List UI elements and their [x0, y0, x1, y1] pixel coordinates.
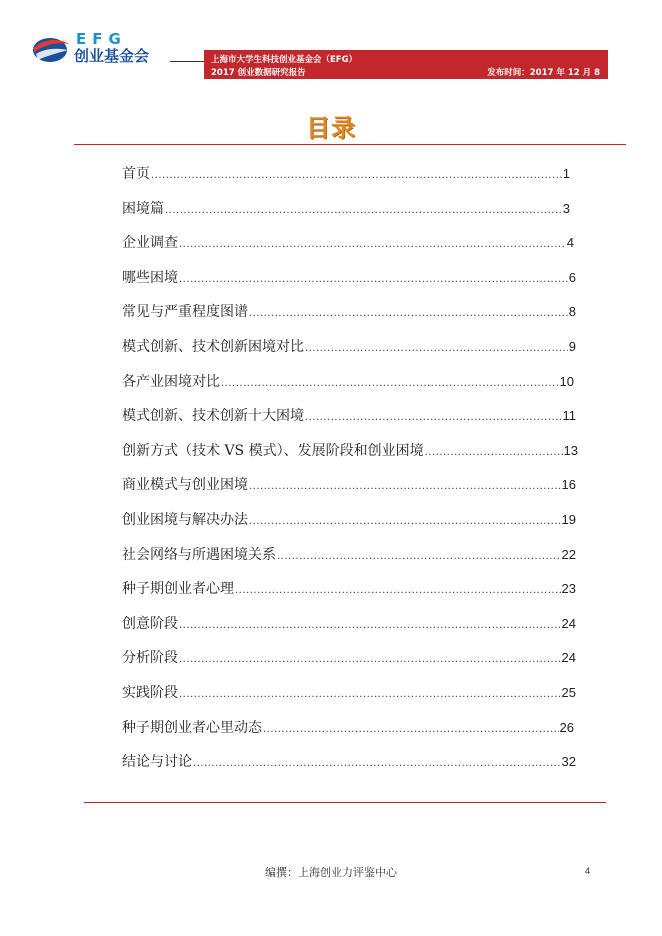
toc-dot-leader [179, 233, 566, 257]
toc-entry-page: 11 [562, 408, 576, 424]
toc-entry[interactable] [122, 612, 576, 636]
toc-dot-leader [193, 752, 561, 776]
toc-entry[interactable] [122, 750, 576, 774]
report-name: 2017 创业数据研究报告 [211, 68, 306, 78]
toc-dot-leader [425, 441, 563, 465]
toc-entry-label: 创业困境与解决办法 [122, 512, 248, 528]
toc-entry[interactable] [122, 716, 574, 740]
toc-entry-page: 9 [568, 339, 576, 354]
toc-entry[interactable] [122, 231, 574, 255]
toc-entry-label: 哪些困境 [122, 269, 178, 286]
footer-rule [84, 802, 606, 803]
toc-entry-label: 种子期创业者心理 [122, 581, 234, 598]
toc-entry-label: 常见与严重程度图谱 [122, 304, 248, 321]
toc-entry[interactable] [122, 197, 570, 221]
toc-entry[interactable] [122, 473, 576, 497]
toc-entry-label: 商业模式与创业困境 [122, 477, 248, 494]
toc-entry-label: 分析阶段 [122, 650, 178, 667]
toc-dot-leader [235, 579, 561, 603]
toc-entry[interactable] [122, 646, 576, 670]
toc-entry-page: 10 [559, 373, 574, 389]
toc-entry-page: 4 [566, 235, 574, 251]
toc-dot-leader [165, 199, 562, 223]
logo-text: EFG [76, 30, 127, 48]
toc-entry-label: 种子期创业者心里动态 [122, 719, 262, 736]
publish-date: 发布时间：2017 年 12 月 8 [487, 68, 600, 78]
toc-entry[interactable] [122, 577, 576, 601]
toc-entry-label: 实践阶段 [122, 685, 178, 701]
toc-entry-label: 模式创新、技术创新困境对比 [122, 339, 304, 355]
toc-entry-page: 23 [561, 581, 576, 597]
efg-logo [32, 32, 157, 66]
toc-entry-page: 22 [561, 546, 576, 562]
page-title: 目录 [306, 114, 356, 142]
header-divider [170, 61, 204, 62]
toc-entry[interactable] [122, 404, 576, 428]
logo-swoosh-icon [32, 34, 70, 64]
toc-entry-label: 首页 [122, 166, 150, 182]
toc-entry[interactable] [122, 370, 574, 394]
toc-entry-page: 1 [562, 166, 570, 181]
toc-dot-leader [263, 718, 559, 742]
logo-subtitle: 创业基金会 [74, 47, 150, 65]
toc-entry[interactable] [122, 681, 576, 705]
toc-entry-page: 16 [561, 477, 576, 493]
toc-entry-page: 19 [561, 512, 576, 527]
org-name: 上海市大学生科技创业基金会（EFG） [211, 55, 358, 65]
toc-dot-leader [179, 648, 561, 672]
toc-entry[interactable] [122, 508, 576, 532]
toc-entry-page: 6 [568, 269, 576, 285]
toc-dot-leader [221, 372, 559, 396]
toc-dot-leader [305, 337, 568, 361]
toc-entry-page: 24 [561, 650, 576, 666]
footer-editor: 编撰：上海创业力评鉴中心 [265, 866, 397, 879]
toc-dot-leader [249, 510, 561, 534]
toc-dot-leader [305, 406, 562, 430]
toc-entry[interactable] [122, 162, 570, 186]
toc-dot-leader [249, 475, 561, 499]
toc-dot-leader [151, 164, 562, 188]
toc-entry[interactable] [122, 335, 576, 359]
toc-dot-leader [179, 683, 561, 707]
toc-entry-label: 社会网络与所遇困境关系 [122, 546, 276, 563]
title-rule [74, 144, 626, 145]
toc-entry-page: 3 [562, 200, 570, 216]
toc-entry-page: 24 [561, 615, 576, 631]
toc-entry-label: 困境篇 [122, 200, 164, 217]
toc-entry-label: 创意阶段 [122, 615, 178, 632]
toc-dot-leader [249, 302, 568, 326]
toc-entry-page: 25 [561, 685, 576, 700]
toc-entry-label: 企业调查 [122, 235, 178, 252]
toc-entry-page: 32 [561, 754, 576, 770]
toc-entry[interactable] [122, 543, 576, 567]
toc-dot-leader [179, 614, 561, 638]
toc-dot-leader [277, 545, 561, 569]
toc-entry-page: 13 [563, 442, 578, 458]
toc-entry-label: 模式创新、技术创新十大困境 [122, 408, 304, 425]
toc-dot-leader [179, 268, 568, 292]
toc-entry-label: 结论与讨论 [122, 754, 192, 771]
toc-entry-page: 26 [559, 719, 574, 735]
toc-entry[interactable] [122, 300, 576, 324]
toc-entry-label: 各产业困境对比 [122, 373, 220, 390]
toc-entry-label: 创新方式（技术 VS 模式）、发展阶段和创业困境 [122, 442, 424, 459]
page-number: 4 [585, 866, 591, 876]
header-banner [204, 50, 608, 79]
toc-entry-page: 8 [568, 304, 576, 320]
toc-entry[interactable] [122, 439, 578, 463]
toc-entry[interactable] [122, 266, 576, 290]
